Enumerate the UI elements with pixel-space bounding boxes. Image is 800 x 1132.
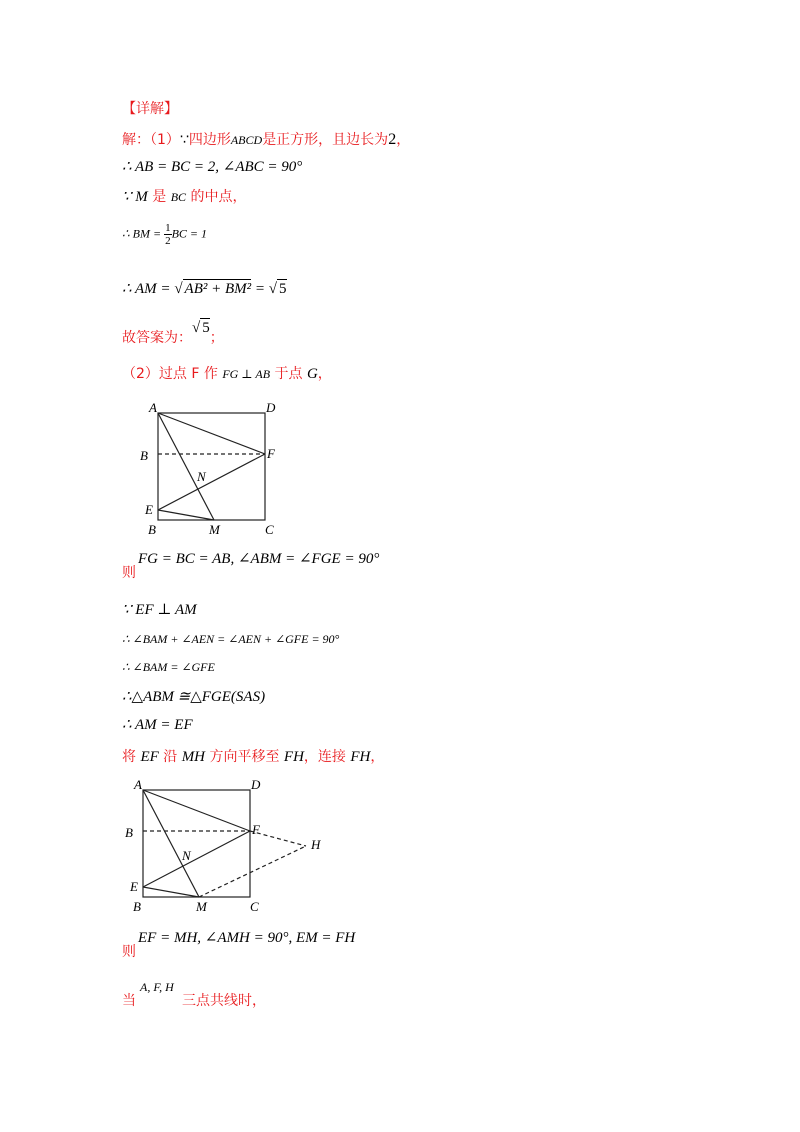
translate-fh: FH (283, 749, 304, 765)
dashed-mh (199, 846, 306, 897)
am-mid: = (251, 281, 269, 297)
midpoint-var: M (135, 189, 148, 205)
fig2-label-a: A (134, 777, 142, 792)
intro-mid: 是正方形，且边长为 (262, 132, 389, 148)
translate-text1: 将 (122, 749, 141, 765)
translate-text2: 沿 (158, 749, 182, 765)
line-am-2 (143, 790, 199, 897)
line-em-2 (143, 887, 199, 897)
line-ef (158, 454, 265, 510)
translate-mh: MH (181, 749, 206, 765)
midpoint-because: ∵ (122, 189, 136, 205)
translate-line (122, 748, 384, 766)
line-em (158, 510, 214, 520)
fig2-label-b-mid: B (125, 825, 133, 840)
fig1-label-m: M (209, 522, 220, 537)
translate-fh2: FH (350, 749, 371, 765)
am-lhs: ∴ AM = (122, 281, 175, 297)
eq-am-ef: ∴ AM = EF (122, 717, 193, 733)
am-radicand: AB² + BM² (184, 281, 252, 297)
part1-label: 解：（1） (122, 132, 180, 148)
intro-text: 四边形 (188, 132, 231, 148)
fig2-label-d: D (251, 777, 261, 792)
eq-bm (122, 222, 207, 247)
fig2-label-m: M (196, 899, 207, 914)
part2-intro-mid: 于点 (270, 366, 307, 382)
answer-value (192, 320, 210, 336)
eq-ab-bc: ∴ AB = BC = 2, ∠ABC = 90° (122, 159, 303, 175)
sqrt-sign-3: √ (192, 320, 201, 336)
then-label-1: 则 (122, 565, 136, 581)
geometry-figure-1 (135, 398, 285, 540)
eq-am (122, 279, 287, 298)
line-af (158, 413, 265, 454)
answer-radicand: 5 (202, 320, 210, 336)
section-heading: 【详解】 (122, 101, 178, 117)
midpoint-seg: BC (170, 190, 187, 204)
fig1-label-n: N (197, 469, 206, 484)
part2-intro-end: ， (317, 366, 332, 382)
eq-angle-sum: ∴ ∠BAM + ∠AEN = ∠AEN + ∠GFE = 90° (122, 632, 340, 646)
eq-ef-mh: EF = MH, ∠AMH = 90°, EM = FH (138, 930, 356, 946)
bm-lhs: ∴ BM = (122, 226, 165, 241)
line-ef-2 (143, 831, 250, 887)
then-label-2: 则 (122, 944, 136, 960)
fig2-label-e: E (130, 879, 138, 894)
part2-label: （2）过点 F 作 (122, 366, 223, 382)
square-abcd (158, 413, 265, 520)
eq-fg-bc: FG = BC = AB, ∠ABM = ∠FGE = 90° (138, 551, 380, 567)
fig1-label-e: E (145, 502, 153, 517)
sqrt-sign: √ (174, 281, 183, 297)
midpoint-text2: 的中点， (186, 189, 247, 205)
eq-congruent: ∴△ABM ≅△FGE(SAS) (122, 689, 266, 705)
fig2-label-f: F (252, 822, 260, 837)
translate-text3: 方向平移至 (205, 749, 284, 765)
translate-text4: ，连接 (303, 749, 351, 765)
line-am (158, 413, 214, 520)
fig1-label-b-mid: B (140, 448, 148, 463)
collinear-text: 三点共线时， (182, 993, 266, 1009)
midpoint-line (122, 188, 247, 206)
answer-end: ； (209, 330, 224, 346)
eq-angle-equal: ∴ ∠BAM = ∠GFE (122, 660, 215, 674)
point-g: G (306, 366, 318, 382)
answer-prefix: 故答案为： (122, 330, 192, 346)
eq-ef-perp-am: ∵ EF ⊥ AM (122, 602, 197, 618)
fig2-label-b: B (133, 899, 141, 914)
am-result: 5 (279, 281, 287, 297)
part1-intro-line (122, 131, 410, 149)
translate-ef: EF (140, 749, 159, 765)
fig1-label-f: F (267, 446, 275, 461)
bm-rhs: BC = 1 (171, 226, 207, 241)
geometry-figure-2 (120, 775, 335, 917)
line-af-2 (143, 790, 250, 831)
collinear-points: A, F, H (140, 980, 174, 994)
fig2-label-n: N (182, 848, 191, 863)
fraction-numerator: 1 (165, 222, 171, 234)
when-label: 当 (122, 993, 136, 1009)
because-symbol: ∵ (179, 132, 189, 148)
fraction-half (164, 222, 172, 247)
fig1-label-d: D (266, 400, 276, 415)
fig1-label-c: C (265, 522, 274, 537)
shape-name: ABCD (230, 133, 263, 147)
part2-intro-line (122, 365, 332, 383)
fig2-label-h: H (311, 837, 321, 852)
answer-line (122, 318, 224, 346)
fig1-label-a: A (149, 400, 157, 415)
sqrt-sign-2: √ (268, 281, 278, 297)
perp-fg-ab: FG ⊥ AB (222, 367, 271, 381)
translate-text5: ， (370, 749, 385, 765)
fig2-label-c: C (250, 899, 259, 914)
intro-end: ， (396, 132, 411, 148)
side-length: 2 (388, 131, 397, 148)
midpoint-text1: 是 (147, 189, 171, 205)
fig1-label-b: B (148, 522, 156, 537)
fraction-denominator: 2 (165, 235, 171, 247)
